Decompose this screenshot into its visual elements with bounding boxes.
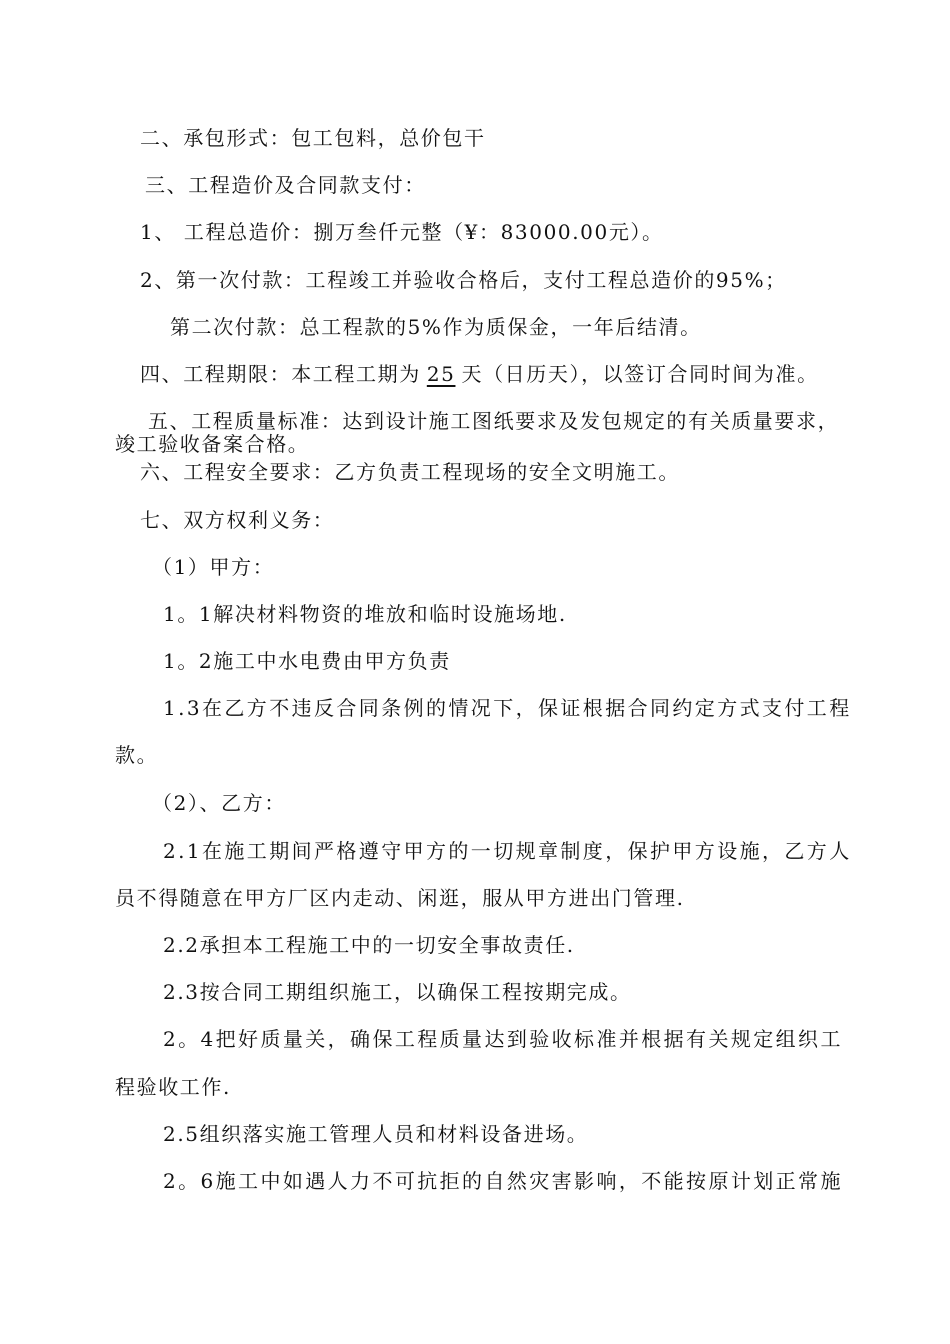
party-a-item-1-3-continued: 款。: [115, 743, 159, 767]
second-payment-line: 第二次付款：总工程款的5%作为质保金，一年后结清。: [170, 315, 702, 339]
party-b-heading: （2）、乙方：: [152, 791, 286, 815]
party-a-heading: （1）甲方：: [152, 555, 275, 579]
section-safety: 六、工程安全要求：乙方负责工程现场的安全文明施工。: [140, 460, 680, 484]
section-duration: [140, 362, 819, 386]
quality-standard-continued: 竣工验收备案合格。: [115, 432, 310, 456]
party-b-item-2-6: 2。6施工中如遇人力不可抗拒的自然灾害影响，不能按原计划正常施: [163, 1169, 843, 1193]
first-payment-line: 2、第一次付款：工程竣工并验收合格后，支付工程总造价的95%；: [140, 268, 787, 292]
duration-suffix: 天（日历天），以签订合同时间为准。: [461, 362, 819, 386]
section-cost-payment-heading: 三、工程造价及合同款支付：: [145, 173, 426, 197]
party-b-item-2-3: 2.3按合同工期组织施工，以确保工程按期完成。: [163, 980, 632, 1004]
party-b-item-2-4: 2。4把好质量关，确保工程质量达到验收标准并根据有关规定组织工: [163, 1027, 843, 1051]
total-cost-line: 1、 工程总造价：捌万叁仟元整（¥：83000.00元）。: [140, 220, 664, 244]
section-rights-obligations: 七、双方权利义务：: [140, 508, 335, 532]
party-b-item-2-1: 2.1在施工期间严格遵守甲方的一切规章制度，保护甲方设施，乙方人: [163, 839, 852, 863]
section-quality-standard: 五、工程质量标准：达到设计施工图纸要求及发包规定的有关质量要求，: [148, 409, 840, 433]
party-a-item-1-3: 1.3在乙方不违反合同条例的情况下，保证根据合同约定方式支付工程: [163, 696, 852, 720]
party-b-item-2-5: 2.5组织落实施工管理人员和材料设备进场。: [163, 1122, 589, 1146]
duration-prefix: 四、工程期限：本工程工期为: [140, 362, 421, 386]
section-contract-form: 二、承包形式：包工包料，总价包干: [140, 126, 486, 150]
party-a-item-1-2: 1。2施工中水电费由甲方负责: [163, 649, 451, 673]
party-b-item-2-2: 2.2承担本工程施工中的一切安全事故责任.: [163, 933, 575, 957]
duration-days: 25: [426, 362, 456, 386]
party-b-item-2-4-continued: 程验收工作.: [115, 1075, 231, 1099]
party-a-item-1-1: 1。1解决材料物资的堆放和临时设施场地.: [163, 602, 567, 626]
party-b-item-2-1-continued: 员不得随意在甲方厂区内走动、闲逛，服从甲方进出门管理.: [115, 886, 685, 910]
